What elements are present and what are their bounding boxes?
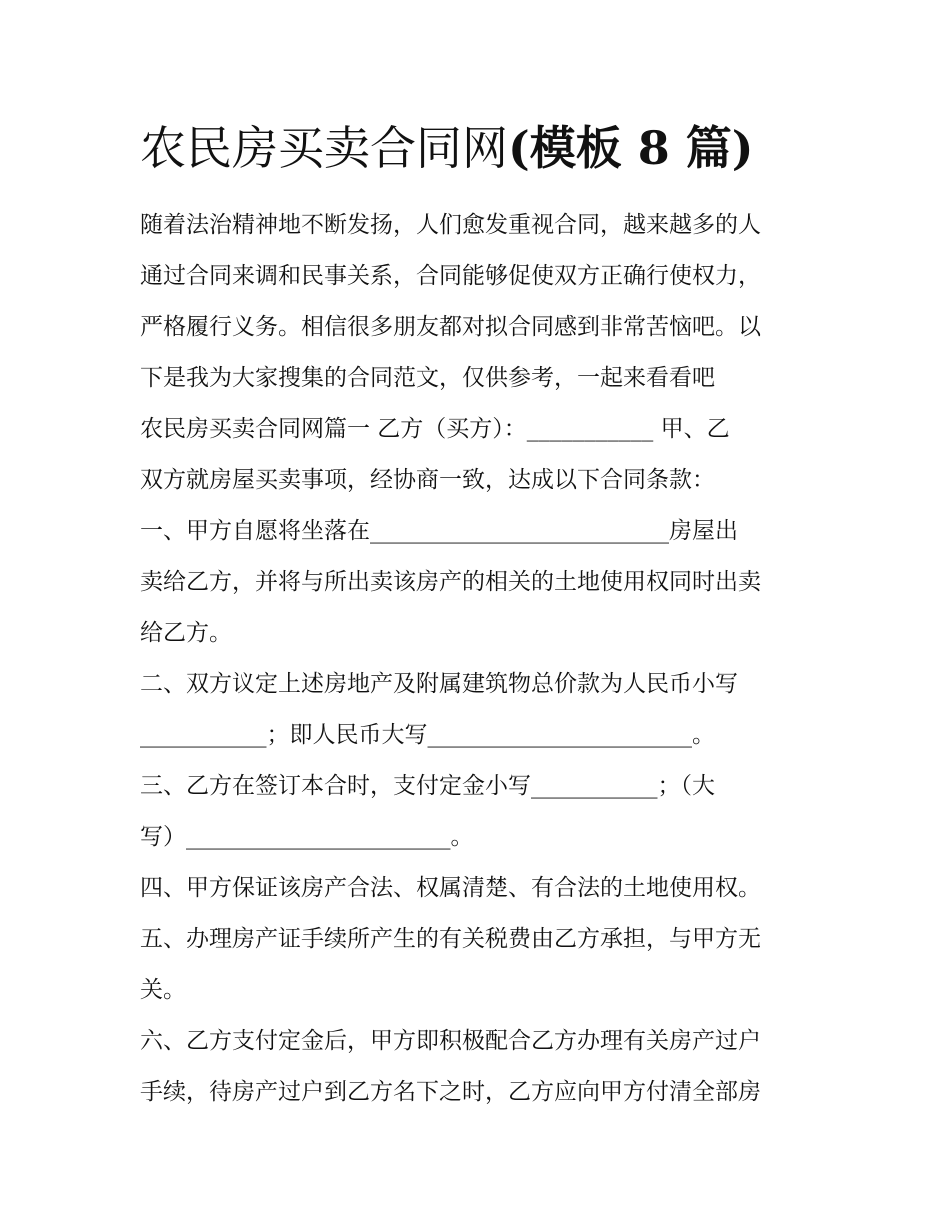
paragraph-line: 双方就房屋买卖事项，经协商一致，达成以下合同条款：: [140, 467, 715, 493]
page-title: [140, 118, 830, 178]
paragraph-line: 写）_______________________。: [140, 824, 474, 850]
paragraph-line: 通过合同来调和民事关系，合同能够促使双方正确行使权力，: [140, 263, 761, 289]
paragraph-line: ___________；即人民币大写_______________________。: [140, 722, 715, 748]
title-suffix: (模板 8 篇): [508, 121, 754, 175]
paragraph-line: 五、办理房产证手续所产生的有关税费由乙方承担，与甲方无: [140, 926, 761, 952]
paragraph-line: 一、甲方自愿将坐落在__________________________房屋出: [140, 518, 738, 544]
document-body: [140, 200, 820, 1118]
paragraph-line: 随着法治精神地不断发扬，人们愈发重视合同，越来越多的人: [140, 212, 761, 238]
paragraph-line: 四、甲方保证该房产合法、权属清楚、有合法的土地使用权。: [140, 875, 761, 901]
title-main: 农民房买卖合同网: [140, 121, 508, 175]
paragraph-line: 三、乙方在签订本合时，支付定金小写___________；（大: [140, 773, 715, 799]
paragraph-line: 农民房买卖合同网篇一 乙方（买方）：___________ 甲、乙: [140, 416, 730, 442]
paragraph-line: 手续，待房产过户到乙方名下之时，乙方应向甲方付清全部房: [140, 1079, 761, 1105]
paragraph-line: 严格履行义务。相信很多朋友都对拟合同感到非常苦恼吧。以: [140, 314, 761, 340]
paragraph-line: 关。: [140, 977, 186, 1003]
paragraph-line: 六、乙方支付定金后，甲方即积极配合乙方办理有关房产过户: [140, 1028, 761, 1054]
paragraph-line: 卖给乙方，并将与所出卖该房产的相关的土地使用权同时出卖: [140, 569, 761, 595]
paragraph-line: 下是我为大家搜集的合同范文，仅供参考，一起来看看吧: [140, 365, 715, 391]
paragraph-line: 给乙方。: [140, 620, 232, 646]
paragraph-line: 二、双方议定上述房地产及附属建筑物总价款为人民币小写: [140, 671, 738, 697]
